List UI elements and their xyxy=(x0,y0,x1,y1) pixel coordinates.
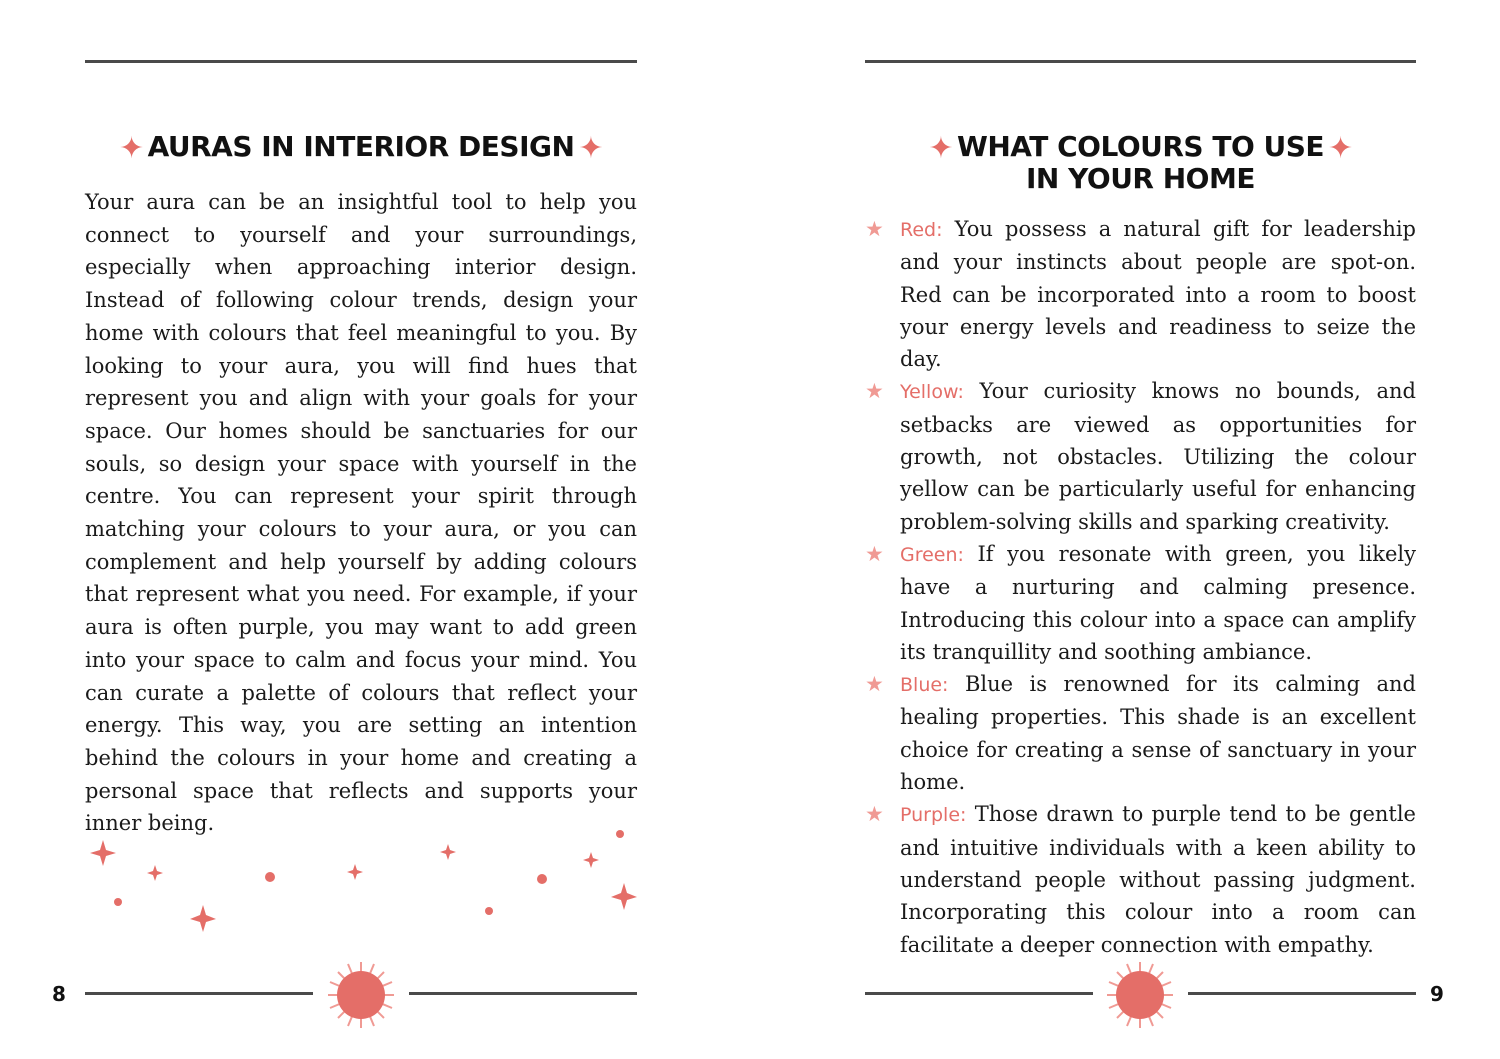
list-item xyxy=(865,798,1416,960)
sparkle-icon xyxy=(583,852,599,868)
colour-name: Purple: xyxy=(900,804,967,827)
star-field-decoration xyxy=(85,815,645,945)
colour-name: Green: xyxy=(900,543,964,566)
title-line-1: WHAT COLOURS TO USE xyxy=(956,130,1325,163)
list-item xyxy=(865,213,1416,375)
top-rule-right xyxy=(865,60,1416,63)
colour-description: Your curiosity knows no bounds, and setbacks are viewed as opportunities for growth, not obstacles. Utilizing the colour yellow can be particularly useful for enhancing problem-solving skills and sparking creativity. xyxy=(900,379,1416,534)
sparkle-icon: ✦ xyxy=(1328,131,1353,166)
star-icon: ★ xyxy=(865,802,884,827)
page-title-right xyxy=(865,132,1416,194)
sparkle-icon xyxy=(440,844,456,860)
colour-description: You possess a natural gift for leadership and your instincts about people are spot-on. Red can be incorporated into a room to boost your energy levels and readiness to seize the day. xyxy=(900,217,1416,372)
colour-list xyxy=(865,213,1416,961)
dot-icon xyxy=(114,898,122,906)
dot-icon xyxy=(265,872,275,882)
star-icon: ★ xyxy=(865,541,884,566)
bottom-rule-left-b xyxy=(409,992,637,995)
colour-name: Yellow: xyxy=(900,381,964,404)
colour-description: Those drawn to purple tend to be gentle and intuitive individuals with a keen ability to understand people without passing judgment. Incorporating this colour into a room can facilitate a deeper connection with empathy. xyxy=(900,802,1416,957)
sun-burst-icon xyxy=(326,960,396,1030)
dot-icon xyxy=(485,907,493,915)
colour-name: Blue: xyxy=(900,674,949,697)
bottom-rule-left-a xyxy=(85,992,313,995)
title-text: AURAS IN INTERIOR DESIGN xyxy=(147,130,575,163)
list-item xyxy=(865,668,1416,798)
body-paragraph: Your aura can be an insightful tool to help you connect to yourself and your surroundings, especially when approaching interior design. Instead of following colour trends, design your home with colours that feel meaningful to you. By looking to your aura, you will find hues that represent you and align with your goals for your space. Our homes should be sanctuaries for our souls, so design your space with yourself in the centre. You can represent your spirit through matching your colours to your aura, or you can complement and help yourself by adding colours that represent what you need. For example, if your aura is often purple, you may want to add green into your space to calm and focus your mind. You can curate a palette of colours that reflect your energy. This way, you are setting an intention behind the colours in your home and creating a personal space that reflects and supports your inner being. xyxy=(85,190,637,836)
page-number-left: 8 xyxy=(52,982,66,1006)
bottom-rule-right-b xyxy=(1188,992,1416,995)
star-icon: ★ xyxy=(865,217,884,241)
sparkle-icon: ✦ xyxy=(578,131,604,166)
dot-icon xyxy=(537,874,547,884)
bottom-rule-right-a xyxy=(865,992,1093,995)
colour-description: Blue is renowned for its calming and healing properties. This shade is an excellent choice for creating a sense of sanctuary in your home. xyxy=(900,672,1416,795)
title-line-2: IN YOUR HOME xyxy=(1026,162,1255,195)
sparkle-icon xyxy=(347,864,363,880)
page-title-left xyxy=(85,132,637,164)
sparkle-icon xyxy=(147,865,163,881)
list-item xyxy=(865,538,1416,668)
sparkle-icon: ✦ xyxy=(928,131,953,166)
sparkle-icon xyxy=(611,883,637,910)
dot-icon xyxy=(616,830,624,838)
page-number-right: 9 xyxy=(1430,982,1444,1006)
star-icon: ★ xyxy=(865,379,884,404)
list-item xyxy=(865,375,1416,537)
top-rule-left xyxy=(85,60,637,63)
sparkle-icon xyxy=(190,905,216,932)
colour-description: If you resonate with green, you likely have a nurturing and calming presence. Introducing this colour into a space can amplify its tranquillity and soothing ambiance. xyxy=(900,541,1416,664)
sun-burst-icon xyxy=(1105,960,1175,1030)
sparkle-icon: ✦ xyxy=(118,131,144,166)
colour-name: Red: xyxy=(900,219,943,241)
sparkle-icon xyxy=(90,840,116,866)
star-icon: ★ xyxy=(865,672,884,697)
